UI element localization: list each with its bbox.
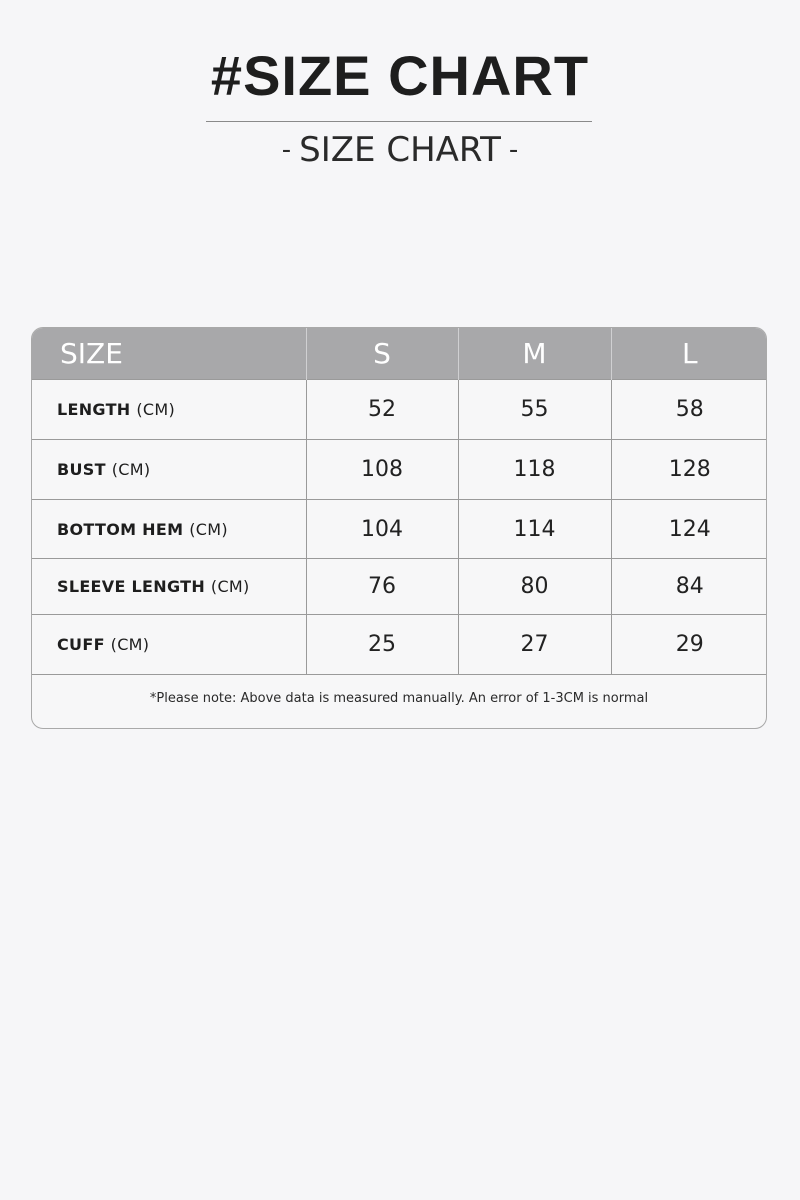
row-name: BOTTOM HEM	[57, 519, 184, 539]
row-name: CUFF	[57, 635, 105, 654]
cell-value: 52	[306, 380, 458, 440]
cell-value: 124	[611, 500, 767, 559]
header-size-label: SIZE	[32, 328, 306, 380]
page-title: #SIZE CHART	[210, 44, 590, 107]
row-unit: (CM)	[111, 460, 151, 479]
cell-value: 108	[306, 440, 458, 500]
subtitle-text: SIZE CHART	[299, 130, 501, 170]
row-name: SLEEVE LENGTH	[57, 577, 206, 596]
row-label-cuff	[32, 615, 306, 675]
cell-value: 104	[306, 500, 458, 559]
cell-value: 80	[458, 559, 611, 615]
row-label-length	[32, 380, 306, 440]
size-table	[32, 328, 767, 674]
header-size-l: L	[611, 328, 767, 380]
subtitle-dash-right: -	[508, 135, 519, 165]
table-row	[32, 440, 767, 500]
row-label-bottom-hem	[32, 500, 306, 559]
table-row	[32, 500, 767, 559]
row-label-sleeve-length	[32, 559, 306, 615]
cell-value: 29	[611, 615, 767, 675]
cell-value: 114	[458, 500, 611, 559]
row-unit: (CM)	[110, 635, 150, 654]
title-divider	[206, 121, 592, 122]
header-size-s: S	[306, 328, 458, 380]
table-row	[32, 615, 767, 675]
cell-value: 76	[306, 559, 458, 615]
row-name: BUST	[57, 460, 106, 479]
cell-value: 27	[458, 615, 611, 675]
row-unit: (CM)	[210, 577, 250, 596]
row-name: LENGTH	[57, 400, 131, 419]
row-unit: (CM)	[136, 400, 176, 419]
cell-value: 84	[611, 559, 767, 615]
row-unit: (CM)	[189, 519, 228, 539]
cell-value: 58	[611, 380, 767, 440]
measurement-note: *Please note: Above data is measured manually. An error of 1-3CM is normal	[32, 674, 766, 729]
subtitle-dash-left: -	[281, 135, 292, 165]
cell-value: 55	[458, 380, 611, 440]
size-table-card	[31, 327, 767, 729]
header-size-m: M	[458, 328, 611, 380]
table-row	[32, 559, 767, 615]
row-label-bust	[32, 440, 306, 500]
table-row	[32, 380, 767, 440]
cell-value: 128	[611, 440, 767, 500]
table-header-row	[32, 328, 767, 380]
page-subtitle	[0, 128, 800, 172]
cell-value: 118	[458, 440, 611, 500]
cell-value: 25	[306, 615, 458, 675]
